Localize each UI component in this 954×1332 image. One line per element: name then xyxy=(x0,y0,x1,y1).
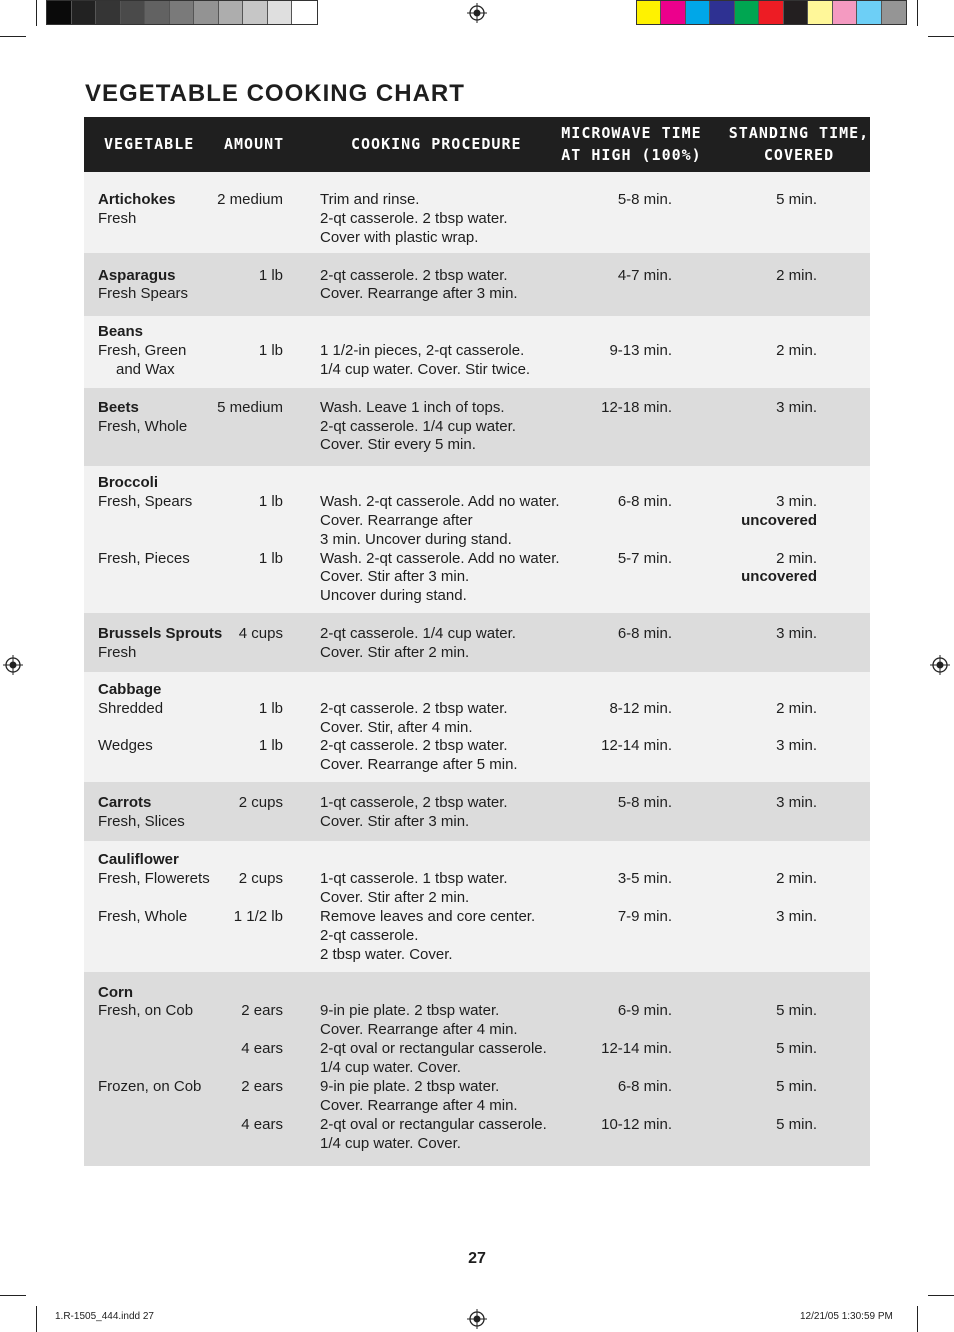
microwave-time: 12-18 min. xyxy=(601,399,672,416)
vegetable-form: Fresh, Green xyxy=(98,342,187,359)
table-header xyxy=(84,117,870,172)
amount: 1 1/2 lb xyxy=(233,908,283,925)
standing-time: 3 min. xyxy=(776,625,817,642)
amount: 4 ears xyxy=(241,1116,283,1133)
amount: 2 medium xyxy=(217,191,283,208)
color-swatch xyxy=(637,1,661,24)
vegetable-form: Fresh, Whole xyxy=(98,418,188,435)
crop-mark xyxy=(0,36,26,37)
standing-time: 2 min. xyxy=(776,870,817,887)
vegetable-form: Fresh, Flowerets xyxy=(98,870,210,887)
amount: 1 lb xyxy=(258,737,283,754)
table-row-carrots xyxy=(84,782,870,841)
crop-mark xyxy=(0,1295,26,1296)
standing-time: 5 min. xyxy=(776,1002,817,1019)
amount: 2 cups xyxy=(238,794,283,811)
process-color-bar xyxy=(636,0,907,25)
vegetable-form: Fresh, Slices xyxy=(98,813,185,830)
vegetable-form: Wedges xyxy=(98,737,153,754)
registration-mark-icon xyxy=(3,655,23,675)
procedure-line: 2-qt casserole. 2 tbsp water. xyxy=(320,210,508,227)
procedure-line: Cover. Rearrange after 4 min. xyxy=(320,1021,518,1038)
procedure-line: Trim and rinse. xyxy=(320,191,420,208)
color-swatch xyxy=(292,1,317,24)
table-row-cabbage xyxy=(84,672,870,782)
color-swatch xyxy=(686,1,710,24)
amount: 1 lb xyxy=(258,493,283,510)
vegetable-name: Carrots xyxy=(98,794,152,811)
color-swatch xyxy=(96,1,121,24)
vegetable-form: Fresh, Whole xyxy=(98,908,188,925)
procedure-line: 3 min. Uncover during stand. xyxy=(320,531,512,548)
procedure-line: Uncover during stand. xyxy=(320,587,467,604)
procedure-line: Cover. Rearrange after 3 min. xyxy=(320,285,518,302)
header-microwave-time xyxy=(554,122,709,166)
standing-time: 3 min. xyxy=(776,399,817,416)
microwave-time: 5-7 min. xyxy=(617,550,672,567)
page-title: VEGETABLE COOKING CHART xyxy=(85,80,465,107)
amount: 2 ears xyxy=(241,1078,283,1095)
standing-time: 3 min. xyxy=(776,908,817,925)
standing-time: 2 min. xyxy=(776,342,817,359)
procedure-line: 1/4 cup water. Cover. xyxy=(320,1135,461,1152)
microwave-time: 6-8 min. xyxy=(617,625,672,642)
amount: 2 cups xyxy=(238,870,283,887)
microwave-time: 6-9 min. xyxy=(617,1002,672,1019)
standing-time: 2 min. xyxy=(776,700,817,717)
microwave-time: 10-12 min. xyxy=(601,1116,672,1133)
vegetable-name: Corn xyxy=(98,984,133,1001)
amount: 1 lb xyxy=(258,267,283,284)
amount: 1 lb xyxy=(258,550,283,567)
microwave-time: 5-8 min. xyxy=(617,794,672,811)
color-swatch xyxy=(72,1,97,24)
standing-time: 2 min. xyxy=(776,267,817,284)
page-number: 27 xyxy=(468,1250,486,1267)
microwave-time: 9-13 min. xyxy=(609,342,672,359)
procedure-line: Wash. Leave 1 inch of tops. xyxy=(320,399,505,416)
color-swatch xyxy=(661,1,685,24)
vegetable-form: Fresh, on Cob xyxy=(98,1002,194,1019)
vegetable-form: Fresh xyxy=(98,210,137,227)
procedure-line: 2-qt casserole. 2 tbsp water. xyxy=(320,700,508,717)
color-swatch xyxy=(121,1,146,24)
color-swatch xyxy=(735,1,759,24)
header-vegetable: VEGETABLE xyxy=(104,135,195,153)
standing-time: 5 min. xyxy=(776,1116,817,1133)
amount: 5 medium xyxy=(217,399,283,416)
vegetable-name: Asparagus xyxy=(98,267,176,284)
table-row-broccoli xyxy=(84,466,870,613)
crop-mark xyxy=(928,36,954,37)
microwave-time: 3-5 min. xyxy=(617,870,672,887)
procedure-line: 1/4 cup water. Cover. Stir twice. xyxy=(320,361,531,378)
vegetable-form: Fresh, Spears xyxy=(98,493,193,510)
registration-mark-icon xyxy=(467,3,487,23)
procedure-line: 2-qt oval or rectangular casserole. xyxy=(320,1040,547,1057)
procedure-line: Cover. Stir after 2 min. xyxy=(320,644,470,661)
color-swatch xyxy=(268,1,293,24)
procedure-line: 1 1/2-in pieces, 2-qt casserole. xyxy=(320,342,525,359)
registration-mark-icon xyxy=(930,655,950,675)
header-microwave-time-line2: AT HIGH (100%) xyxy=(561,146,702,164)
vegetable-name: Beans xyxy=(98,323,144,340)
grayscale-color-bar xyxy=(46,0,318,25)
color-swatch xyxy=(759,1,783,24)
standing-time: 5 min. xyxy=(776,1040,817,1057)
table-row-asparagus xyxy=(84,253,870,316)
microwave-time: 8-12 min. xyxy=(609,700,672,717)
standing-time: 3 min. xyxy=(776,737,817,754)
amount: 1 lb xyxy=(258,700,283,717)
procedure-line: Remove leaves and core center. xyxy=(320,908,536,925)
table-row-beets xyxy=(84,388,870,466)
microwave-time: 6-8 min. xyxy=(617,493,672,510)
procedure-line: 1/4 cup water. Cover. xyxy=(320,1059,461,1076)
procedure-line: 2-qt casserole. 2 tbsp water. xyxy=(320,267,508,284)
color-swatch xyxy=(857,1,881,24)
crop-mark xyxy=(928,1295,954,1296)
vegetable-form: and Wax xyxy=(116,361,175,378)
vegetable-name: Cabbage xyxy=(98,681,162,698)
header-amount: AMOUNT xyxy=(224,135,285,153)
standing-time: 3 min. xyxy=(776,794,817,811)
header-standing-time xyxy=(724,122,874,166)
standing-time: 2 min. xyxy=(776,550,817,567)
vegetable-form: Fresh xyxy=(98,644,137,661)
standing-note: uncovered xyxy=(741,568,817,585)
color-swatch xyxy=(710,1,734,24)
crop-mark xyxy=(36,1306,37,1332)
vegetable-form: Fresh, Pieces xyxy=(98,550,190,567)
microwave-time: 12-14 min. xyxy=(601,737,672,754)
table-row-brussels-sprouts xyxy=(84,613,870,672)
procedure-line: 1-qt casserole. 1 tbsp water. xyxy=(320,870,508,887)
procedure-line: 2-qt casserole. xyxy=(320,927,419,944)
amount: 1 lb xyxy=(258,342,283,359)
table-row-corn xyxy=(84,972,870,1166)
procedure-line: Cover. Stir, after 4 min. xyxy=(320,719,473,736)
color-swatch xyxy=(145,1,170,24)
procedure-line: Cover. Stir after 2 min. xyxy=(320,889,470,906)
microwave-time: 5-8 min. xyxy=(617,191,672,208)
procedure-line: 9-in pie plate. 2 tbsp water. xyxy=(320,1002,500,1019)
procedure-line: Cover. Stir after 3 min. xyxy=(320,568,470,585)
procedure-line: 1-qt casserole, 2 tbsp water. xyxy=(320,794,508,811)
procedure-line: 2-qt casserole. 2 tbsp water. xyxy=(320,737,508,754)
timestamp-slug: 12/21/05 1:30:59 PM xyxy=(800,1311,893,1322)
color-swatch xyxy=(170,1,195,24)
procedure-line: Wash. 2-qt casserole. Add no water. xyxy=(320,550,560,567)
header-microwave-time-line1: MICROWAVE TIME xyxy=(561,124,702,142)
color-swatch xyxy=(194,1,219,24)
procedure-line: 9-in pie plate. 2 tbsp water. xyxy=(320,1078,500,1095)
crop-mark xyxy=(36,0,37,26)
crop-mark xyxy=(917,0,918,26)
standing-time: 3 min. xyxy=(776,493,817,510)
microwave-time: 6-8 min. xyxy=(617,1078,672,1095)
header-standing-time-line2: COVERED xyxy=(763,146,835,164)
color-swatch xyxy=(784,1,808,24)
amount: 4 ears xyxy=(241,1040,283,1057)
procedure-line: Cover. Stir after 3 min. xyxy=(320,813,470,830)
color-swatch xyxy=(833,1,857,24)
procedure-line: 2 tbsp water. Cover. xyxy=(320,946,453,963)
standing-time: 5 min. xyxy=(776,191,817,208)
amount: 2 ears xyxy=(241,1002,283,1019)
vegetable-name: Brussels Sprouts xyxy=(98,625,223,642)
vegetable-name: Broccoli xyxy=(98,474,159,491)
file-slug: 1.R-1505_444.indd 27 xyxy=(55,1311,154,1322)
vegetable-name: Cauliflower xyxy=(98,851,179,868)
table-row-beans xyxy=(84,316,870,388)
color-swatch xyxy=(47,1,72,24)
color-swatch xyxy=(243,1,268,24)
color-swatch xyxy=(219,1,244,24)
standing-time: 5 min. xyxy=(776,1078,817,1095)
vegetable-form: Fresh Spears xyxy=(98,285,189,302)
table-row-artichokes xyxy=(84,172,870,253)
table-row-cauliflower xyxy=(84,841,870,972)
procedure-line: Cover. Rearrange after xyxy=(320,512,473,529)
procedure-line: 2-qt casserole. 1/4 cup water. xyxy=(320,418,516,435)
procedure-line: 2-qt casserole. 1/4 cup water. xyxy=(320,625,516,642)
vegetable-form: Frozen, on Cob xyxy=(98,1078,202,1095)
procedure-line: Cover. Rearrange after 5 min. xyxy=(320,756,518,773)
microwave-time: 4-7 min. xyxy=(617,267,672,284)
microwave-time: 7-9 min. xyxy=(617,908,672,925)
vegetable-form: Shredded xyxy=(98,700,164,717)
procedure-line: Cover with plastic wrap. xyxy=(320,229,479,246)
color-swatch xyxy=(808,1,832,24)
standing-note: uncovered xyxy=(741,512,817,529)
amount: 4 cups xyxy=(238,625,283,642)
vegetable-name: Beets xyxy=(98,399,139,416)
crop-mark xyxy=(917,1306,918,1332)
procedure-line: Cover. Rearrange after 4 min. xyxy=(320,1097,518,1114)
vegetable-name: Artichokes xyxy=(98,191,176,208)
microwave-time: 12-14 min. xyxy=(601,1040,672,1057)
procedure-line: 2-qt oval or rectangular casserole. xyxy=(320,1116,547,1133)
header-procedure: COOKING PROCEDURE xyxy=(351,135,522,153)
header-standing-time-line1: STANDING TIME, xyxy=(728,124,870,142)
procedure-line: Cover. Stir every 5 min. xyxy=(320,436,476,453)
registration-mark-icon xyxy=(467,1309,487,1329)
procedure-line: Wash. 2-qt casserole. Add no water. xyxy=(320,493,560,510)
color-swatch xyxy=(882,1,906,24)
